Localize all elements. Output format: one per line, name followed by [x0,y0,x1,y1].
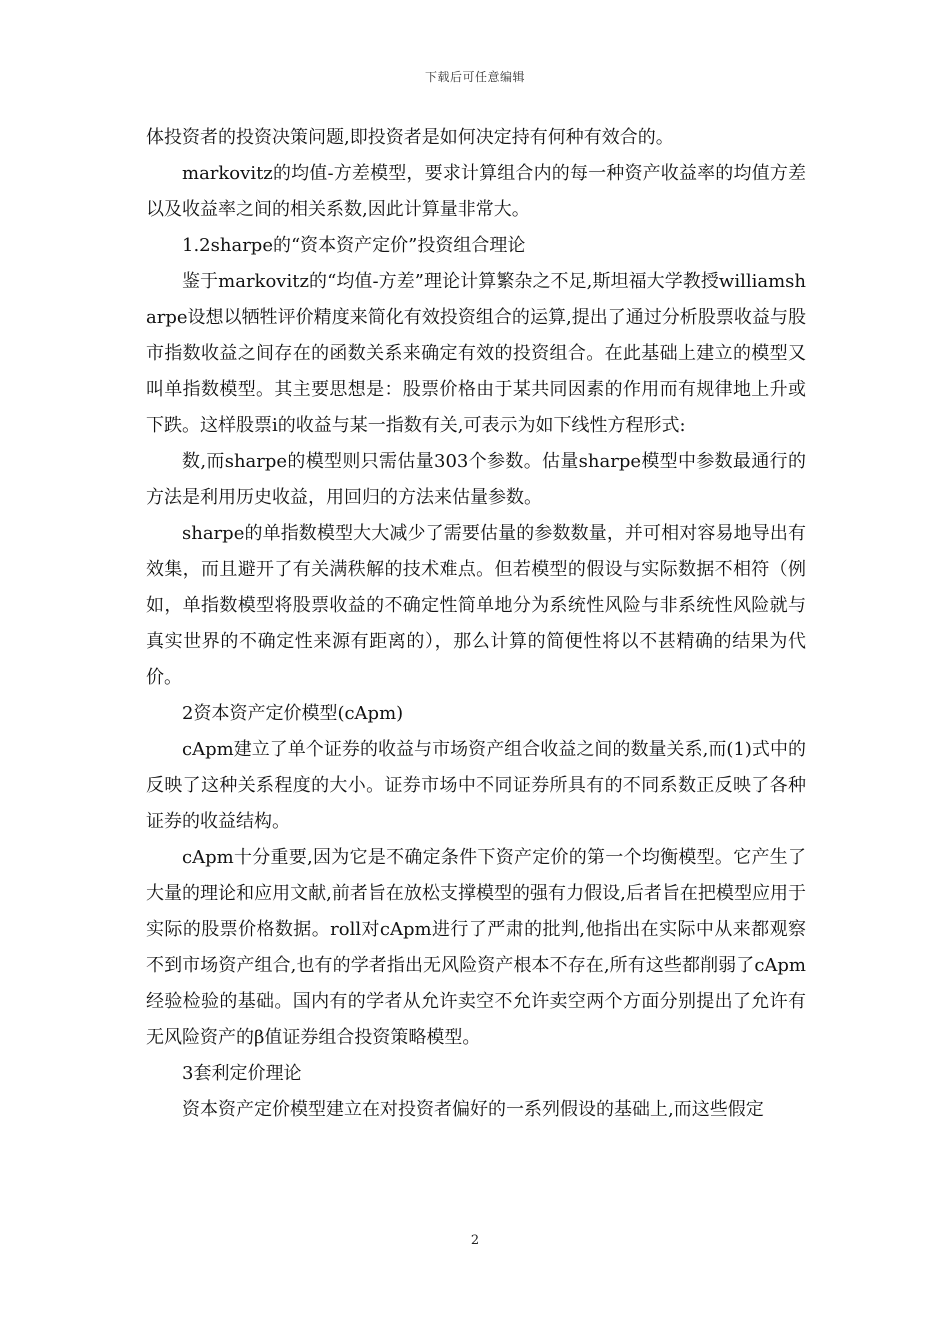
paragraph: 数,而sharpe的模型则只需估量303个参数。估量sharpe模型中参数最通行的方法是利用历史收益，用回归的方法来估量参数。 [146,451,806,508]
paragraph: cApm十分重要,因为它是不确定条件下资产定价的第一个均衡模型。它产生了大量的理论和应用文献,前者旨在放松支撑模型的强有力假设,后者旨在把模型应用于实际的股票价格数据。roll对cApm进行了严肃的批判,他指出在实际中从来都观察不到市场资产组合,也有的学者指出无风险资产根本不存在,所有这些都削弱了cApm经验检验的基础。国内有的学者从允许卖空不允许卖空两个方面分别提出了允许有无风险资产的β值证券组合投资策略模型。 [146,847,806,1048]
paragraph: 体投资者的投资决策问题,即投资者是如何决定持有何种有效合的。 [146,127,674,148]
paragraph: 鉴于markovitz的“均值-方差”理论计算繁杂之不足,斯坦福大学教授williamsharpe设想以牺牲评价精度来简化有效投资组合的运算,提出了通过分析股票收益与股市指数收益之间存在的函数关系来确定有效的投资组合。在此基础上建立的模型又叫单指数模型。其主要思想是：股票价格由于某共同因素的作用而有规律地上升或下跌。这样股票i的收益与某一指数有关,可表示为如下线性方程形式: [146,271,806,436]
paragraph: cApm建立了单个证券的收益与市场资产组合收益之间的数量关系,而(1)式中的反映了这种关系程度的大小。证券市场中不同证券所具有的不同系数正反映了各种证券的收益结构。 [146,739,806,832]
page-header: 下载后可任意编辑 [424,70,525,84]
page-number: 2 [470,1233,480,1248]
section-heading: 1.2sharpe的“资本资产定价”投资组合理论 [182,235,526,256]
paragraph: markovitz的均值-方差模型，要求计算组合内的每一种资产收益率的均值方差以及收益率之间的相关系数,因此计算量非常大。 [146,163,806,220]
section-heading: 3套利定价理论 [182,1063,302,1084]
document-body [146,120,806,1128]
paragraph: 资本资产定价模型建立在对投资者偏好的一系列假设的基础上,而这些假定 [182,1099,764,1120]
section-heading: 2资本资产定价模型(cApm) [182,703,404,724]
paragraph: sharpe的单指数模型大大减少了需要估量的参数数量，并可相对容易地导出有效集，而且避开了有关满秩解的技术难点。但若模型的假设与实际数据不相符（例如，单指数模型将股票收益的不确定性简单地分为系统性风险与非系统性风险就与真实世界的不确定性来源有距离的），那么计算的简便性将以不甚精确的结果为代价。 [146,523,806,688]
